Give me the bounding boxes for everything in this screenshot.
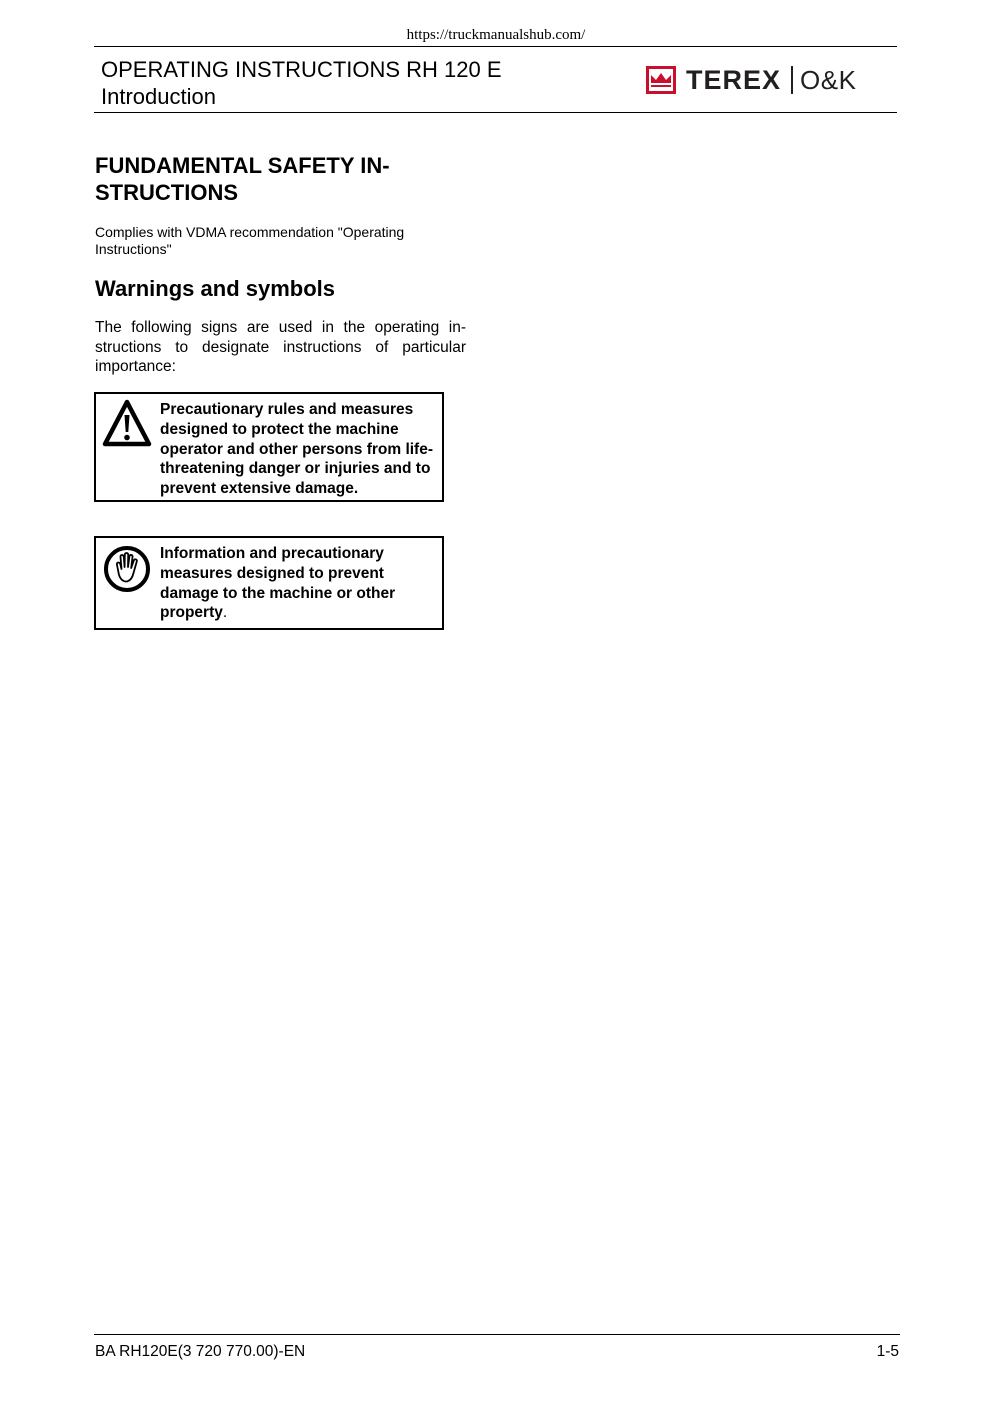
logo-divider <box>791 66 793 94</box>
compliance-line1: Complies with VDMA recommendation "Operating <box>95 224 405 240</box>
header-top-rule <box>94 46 897 47</box>
header-bottom-rule <box>94 112 897 113</box>
section-heading-line2: STRUCTIONS <box>95 180 238 205</box>
footer-page-number: 1-5 <box>876 1343 899 1360</box>
caution-symbol-cell <box>96 538 158 628</box>
subsection-heading: Warnings and symbols <box>95 276 336 301</box>
terex-crown-icon <box>646 66 676 94</box>
section-heading-line1: FUNDAMENTAL SAFETY IN- <box>95 153 390 178</box>
logo-sub-brand-text: O&K <box>800 64 857 95</box>
terex-ok-logo <box>646 64 856 96</box>
intro-paragraph: The following signs are used in the operating in-structions to designate instructions of particular importance: <box>95 319 466 375</box>
logo-brand-text: TEREX <box>686 64 782 95</box>
vdma-compliance-note <box>95 224 465 258</box>
document-title <box>101 56 502 110</box>
caution-notice-box <box>94 536 444 630</box>
document-title-line1: OPERATING INSTRUCTIONS RH 120 E <box>101 57 502 82</box>
warning-symbol-cell <box>96 394 158 500</box>
compliance-line2: Instructions" <box>95 241 172 257</box>
section-heading <box>95 152 475 206</box>
caution-notice-trailing-text: . <box>222 604 228 622</box>
caution-notice-text <box>158 538 442 628</box>
footer-rule <box>94 1334 900 1335</box>
document-title-line2: Introduction <box>101 84 216 109</box>
warning-notice-text: Precautionary rules and measures designed to protect the machine operator and other persons from life-threatening danger or injuries and to prevent extensive damage. <box>160 401 434 498</box>
warning-notice-box <box>94 392 444 502</box>
source-url[interactable]: https://truckmanualshub.com/ <box>406 27 586 43</box>
warning-triangle-icon <box>102 398 152 448</box>
caution-notice-bold-text: Information and precautionary measures designed to prevent damage to the machine or other property <box>160 545 396 622</box>
footer-document-id: BA RH120E(3 720 770.00)-EN <box>95 1343 306 1360</box>
stop-hand-icon <box>103 545 151 593</box>
